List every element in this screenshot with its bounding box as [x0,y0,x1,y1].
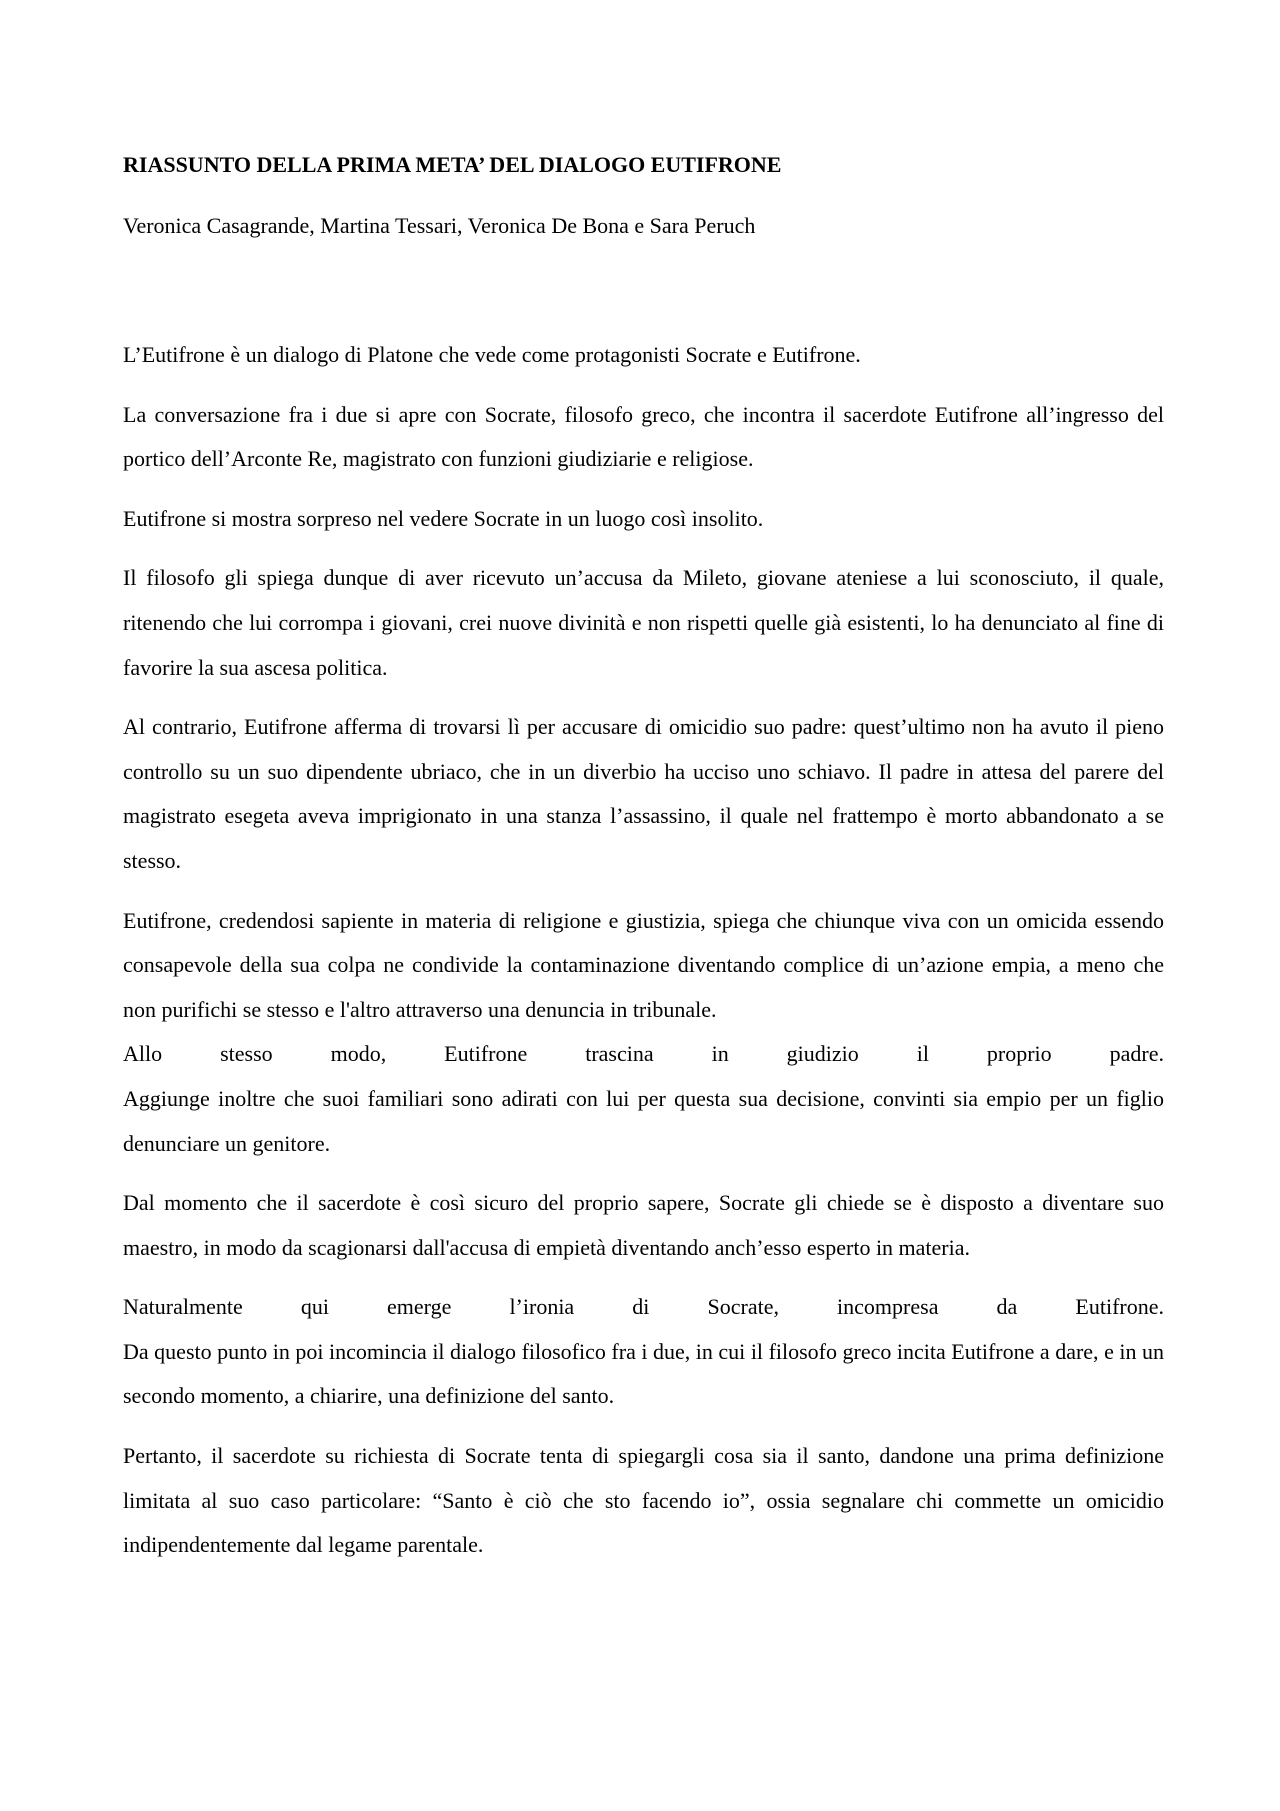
paragraph-segment: Allo stesso modo, Eutifrone trascina in giudizio il proprio padre. [123,1041,1164,1067]
paragraph: L’Eutifrone è un dialogo di Platone che vede come protagonisti Socrate e Eutifrone. [123,342,861,367]
document-body [123,333,1164,1568]
paragraph: La conversazione fra i due si apre con Socrate, filosofo greco, che incontra il sacerdote Eutifrone all’ingresso del portico dell’Arconte Re, magistrato con funzioni giudiziarie e religiose. [123,401,1164,472]
paragraph-segment: Eutifrone, credendosi sapiente in materia di religione e giustizia, spiega che chiunque viva con un omicida essendo consapevole della sua colpa ne condivide la contaminazione diventando complice di un’azione empia, a meno che non purifichi se stesso e l'altro attraverso una denuncia in tribunale. [123,907,1164,1022]
paragraph [123,1285,1164,1419]
paragraph-segment: Aggiunge inoltre che suoi familiari sono adirati con lui per questa sua decisione, convinti sia empio per un figlio denunciare un genitore. [123,1085,1164,1156]
document-authors: Veronica Casagrande, Martina Tessari, Veronica De Bona e Sara Peruch [123,213,756,238]
paragraph [123,899,1164,1167]
paragraph-segment: Naturalmente qui emerge l’ironia di Socrate, incompresa da Eutifrone. [123,1294,1164,1320]
paragraph: Dal momento che il sacerdote è così sicuro del proprio sapere, Socrate gli chiede se è disposto a diventare suo maestro, in modo da scagionarsi dall'accusa di empietà diventando anch’esso esperto in materia. [123,1190,1164,1260]
paragraph-segment: Da questo punto in poi incomincia il dialogo filosofico fra i due, in cui il filosofo greco incita Eutifrone a dare, e in un secondo momento, a chiarire, una definizione del santo. [123,1338,1164,1409]
document-page [123,150,1164,1583]
document-title: RIASSUNTO DELLA PRIMA META’ DEL DIALOGO EUTIFRONE [123,152,782,177]
paragraph: Al contrario, Eutifrone afferma di trovarsi lì per accusare di omicidio suo padre: quest’ultimo non ha avuto il pieno controllo su un suo dipendente ubriaco, che in un diverbio ha ucciso uno schiavo. Il padre in attesa del parere del magistrato esegeta aveva imprigionato in una stanza l’assassino, il quale nel frattempo è morto abbandonato a se stesso. [123,714,1164,873]
paragraph: Pertanto, il sacerdote su richiesta di Socrate tenta di spiegargli cosa sia il santo, dandone una prima definizione limitata al suo caso particolare: “Santo è ciò che sto facendo io”, ossia segnalare chi commette un omicidio indipendentemente dal legame parentale. [123,1443,1164,1558]
paragraph: Il filosofo gli spiega dunque di aver ricevuto un’accusa da Mileto, giovane ateniese a lui sconosciuto, il quale, ritenendo che lui corrompa i giovani, crei nuove divinità e non rispetti quelle già esistenti, lo ha denunciato al fine di favorire la sua ascesa politica. [123,565,1164,680]
paragraph: Eutifrone si mostra sorpreso nel vedere Socrate in un luogo così insolito. [123,505,764,531]
